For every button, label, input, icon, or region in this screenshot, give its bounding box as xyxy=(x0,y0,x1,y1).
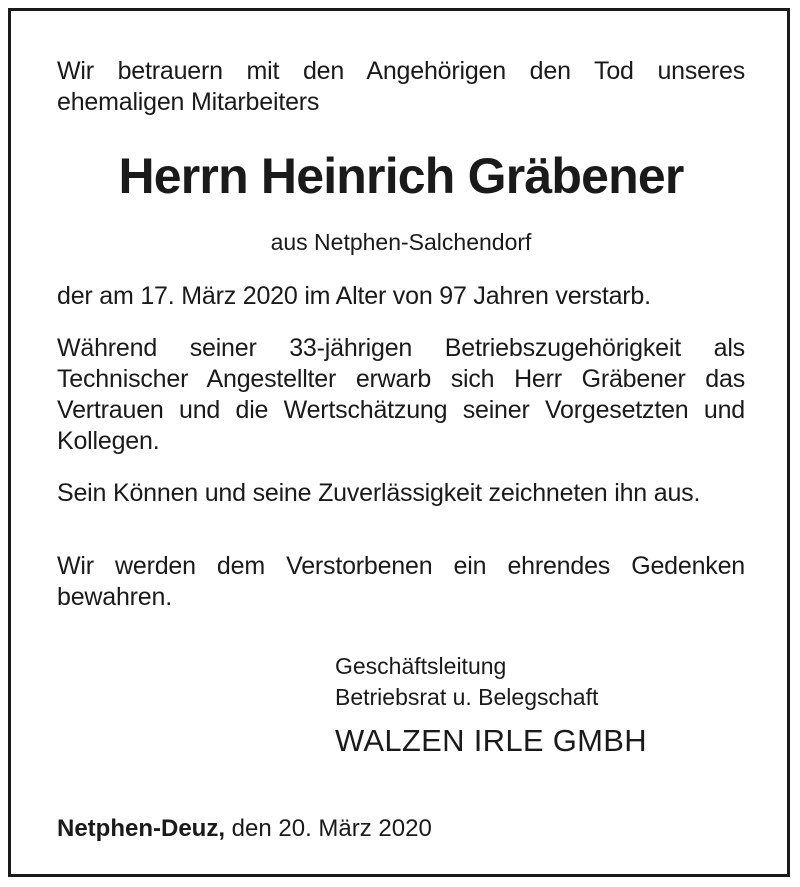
company-name: WALZEN IRLE GMBH xyxy=(335,723,647,758)
origin-text: aus Netphen-Salchendorf xyxy=(270,229,532,255)
intro-text: Wir betrauern mit den Angehörigen den Tod unseres ehemaligen Mitarbeiters xyxy=(57,57,745,116)
signature-block xyxy=(335,651,735,759)
signature-management: Geschäftsleitung xyxy=(335,653,507,679)
signature-works-council: Betriebsrat u. Belegschaft xyxy=(335,684,599,710)
deceased-name: Herrn Heinrich Gräbener xyxy=(118,148,684,204)
obituary-notice xyxy=(8,8,790,877)
footer-date: den 20. März 2020 xyxy=(225,815,432,842)
paragraph-qualities: Sein Können und seine Zuverlässigkeit zeichneten ihn aus. xyxy=(57,479,701,507)
place-date-line xyxy=(57,814,745,844)
paragraph-career: Während seiner 33-jährigen Betriebszugehörigkeit als Technischer Angestellter erwarb sich Herr Gräbener das Vertrauen und die Wertschätzung seiner Vorgesetzten und Kollegen. xyxy=(57,334,745,455)
paragraph-remembrance: Wir werden dem Verstorbenen ein ehrendes Gedenken bewahren. xyxy=(57,552,745,611)
death-date-text: der am 17. März 2020 im Alter von 97 Jahren verstarb. xyxy=(57,282,651,310)
footer-place: Netphen-Deuz, xyxy=(57,815,225,842)
